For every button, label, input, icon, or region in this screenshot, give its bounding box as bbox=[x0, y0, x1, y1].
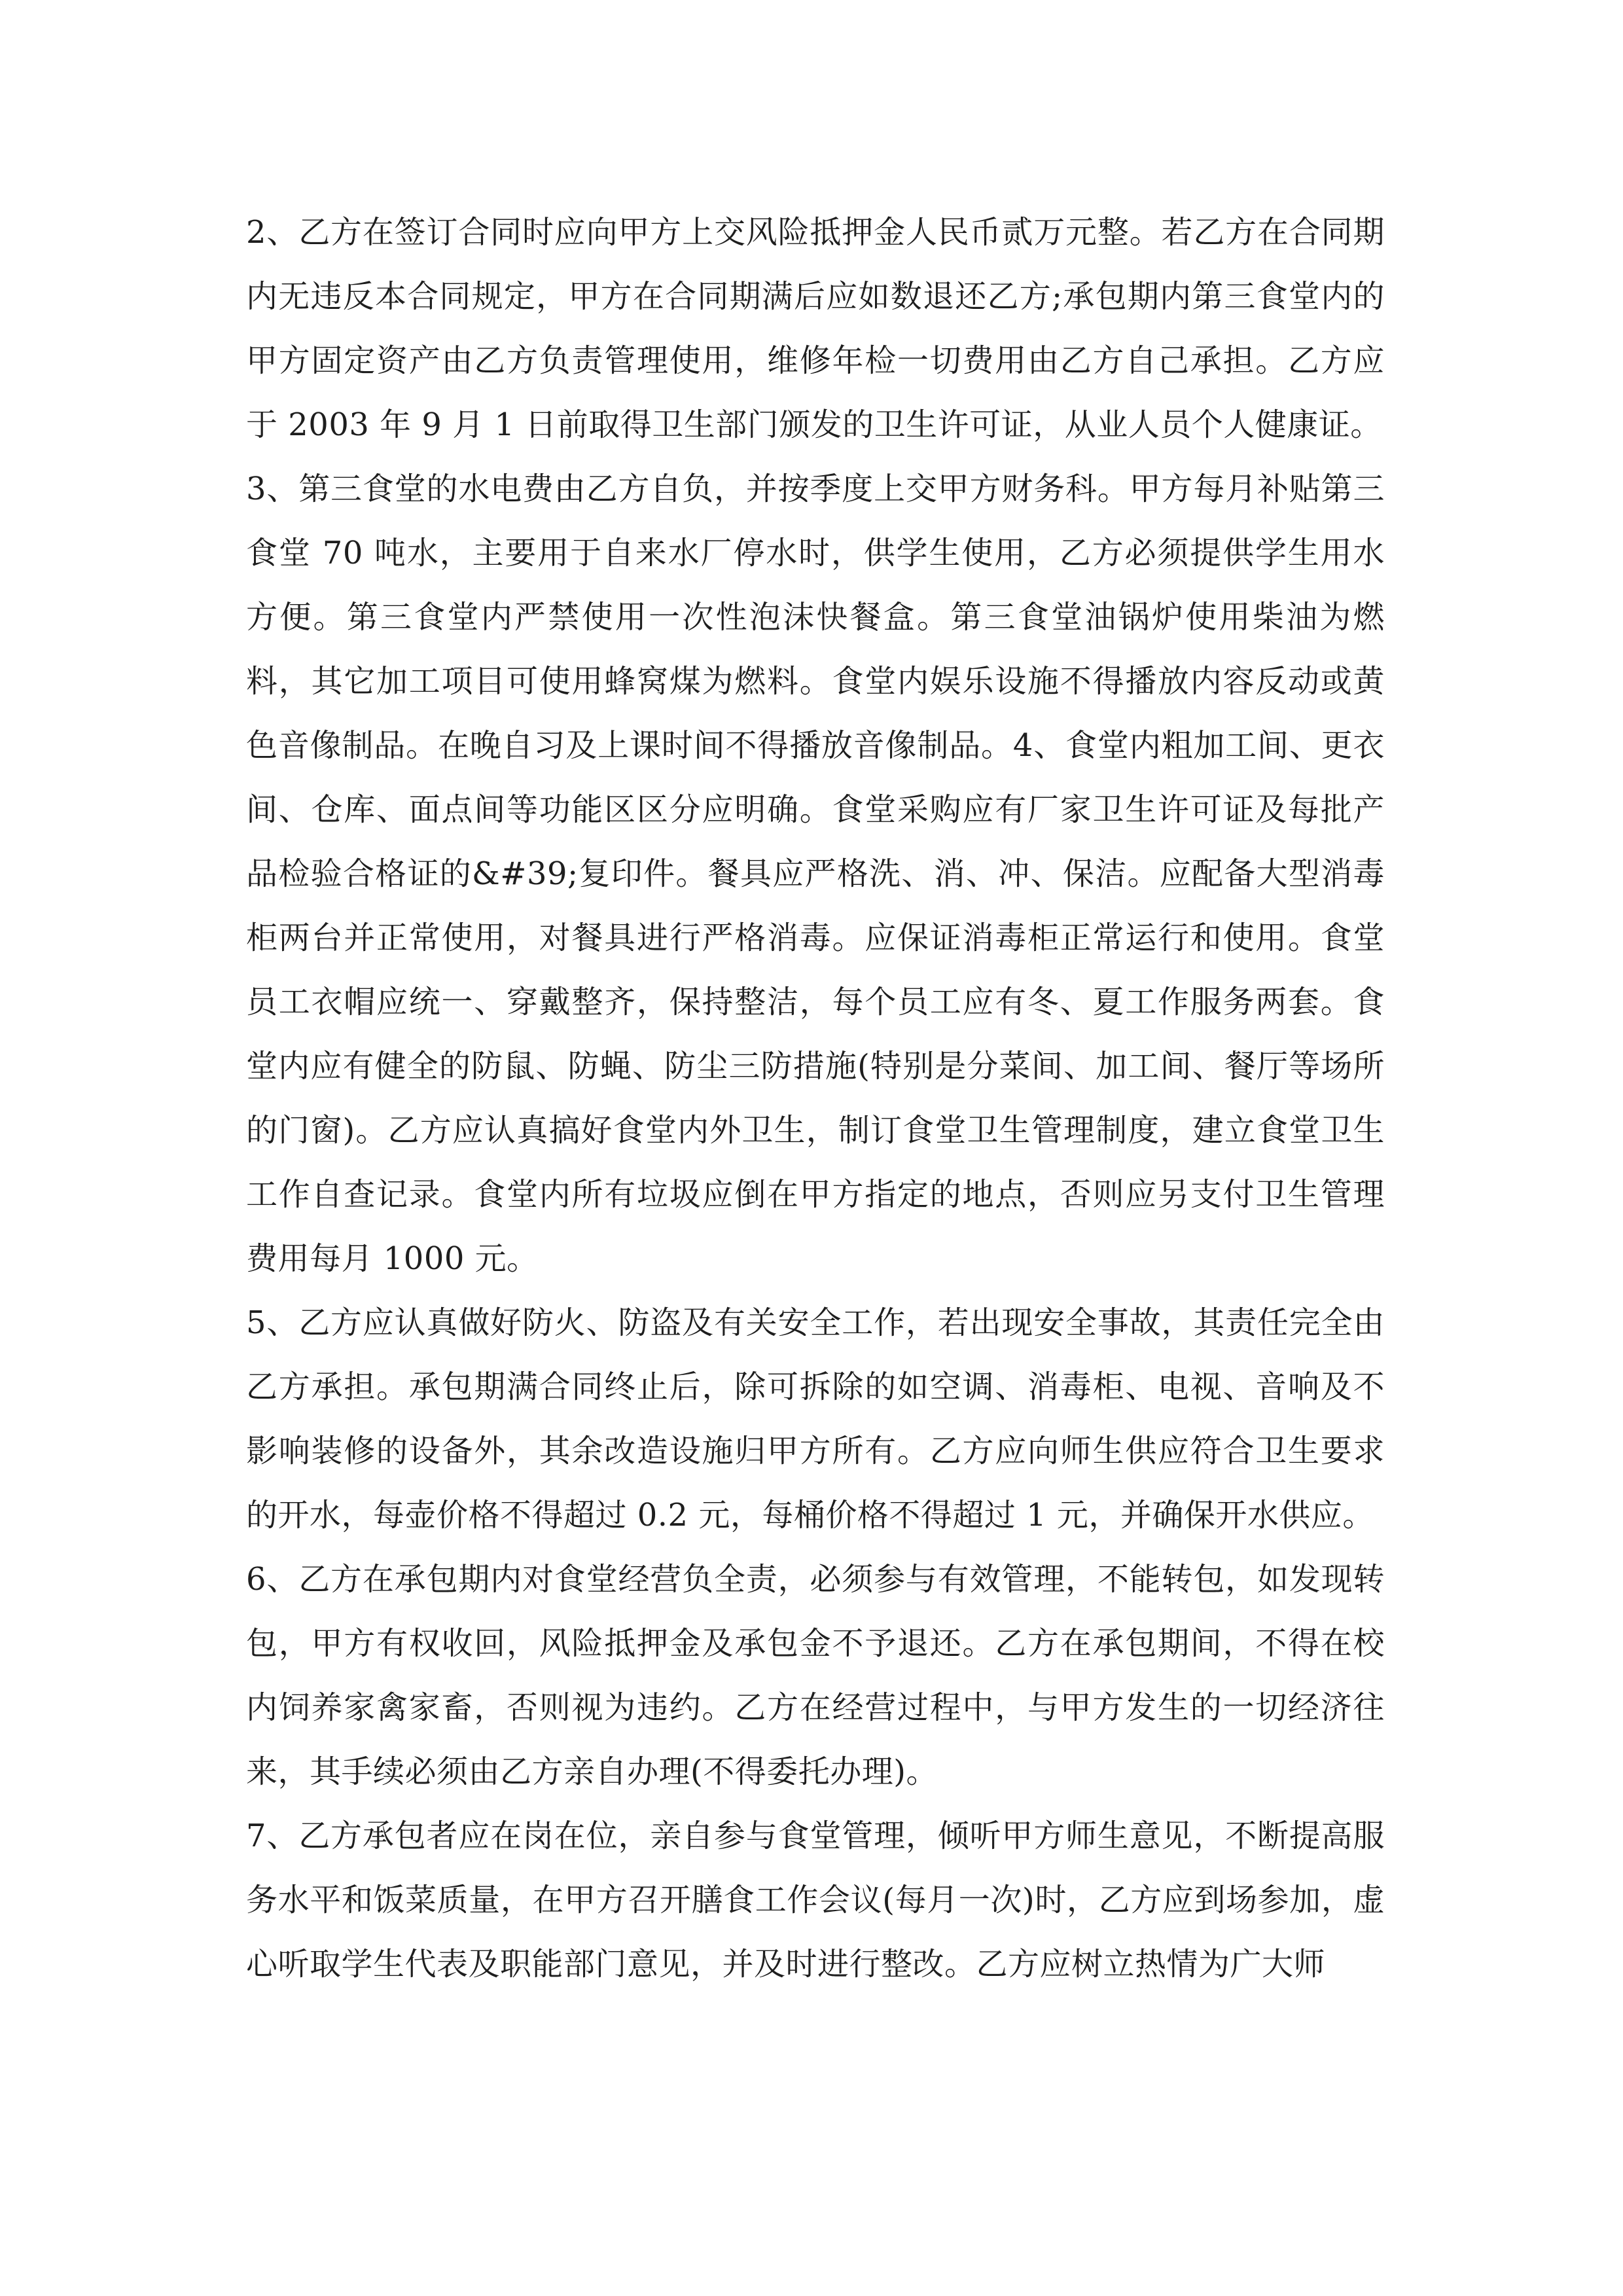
document-body bbox=[246, 200, 1385, 1996]
clause-5-paragraph: 5、乙方应认真做好防火、防盗及有关安全工作，若出现安全事故，其责任完全由乙方承担。承包期满合同终止后，除可拆除的如空调、消毒柜、电视、音响及不影响装修的设备外，其余改造设施归甲方所有。乙方应向师生供应符合卫生要求的开水，每壶价格不得超过 0.2 元，每桶价格不得超过 1 元，并确保开水供应。 bbox=[246, 1304, 1385, 1534]
clause-3-4-paragraph: 3、第三食堂的水电费由乙方自负，并按季度上交甲方财务科。甲方每月补贴第三食堂 70 吨水，主要用于自来水厂停水时，供学生使用，乙方必须提供学生用水方便。第三食堂内严禁使用一次性泡沫快餐盒。第三食堂油锅炉使用柴油为燃料，其它加工项目可使用蜂窝煤为燃料。食堂内娱乐设施不得播放内容反动或黄色音像制品。在晚自习及上课时间不得播放音像制品。4、食堂内粗加工间、更衣间、仓库、面点间等功能区区分应明确。食堂采购应有厂家卫生许可证及每批产品检验合格证的&#39;复印件。餐具应严格洗、消、冲、保洁。应配备大型消毒柜两台并正常使用，对餐具进行严格消毒。应保证消毒柜正常运行和使用。食堂员工衣帽应统一、穿戴整齐，保持整洁，每个员工应有冬、夏工作服务两套。食堂内应有健全的防鼠、防蝇、防尘三防措施(特别是分菜间、加工间、餐厅等场所的门窗)。乙方应认真搞好食堂内外卫生，制订食堂卫生管理制度，建立食堂卫生工作自查记录。食堂内所有垃圾应倒在甲方指定的地点，否则应另支付卫生管理费用每月 1000 元。 bbox=[246, 471, 1385, 1277]
clause-7-paragraph: 7、乙方承包者应在岗在位，亲自参与食堂管理，倾听甲方师生意见，不断提高服务水平和饭菜质量，在甲方召开膳食工作会议(每月一次)时，乙方应到场参加，虚心听取学生代表及职能部门意见，并及时进行整改。乙方应树立热情为广大师 bbox=[246, 1818, 1385, 1982]
clause-2-paragraph: 2、乙方在签订合同时应向甲方上交风险抵押金人民币贰万元整。若乙方在合同期内无违反本合同规定，甲方在合同期满后应如数退还乙方;承包期内第三食堂内的甲方固定资产由乙方负责管理使用，维修年检一切费用由乙方自己承担。乙方应于 2003 年 9 月 1 日前取得卫生部门颁发的卫生许可证，从业人员个人健康证。 bbox=[246, 214, 1385, 443]
clause-6-paragraph: 6、乙方在承包期内对食堂经营负全责，必须参与有效管理，不能转包，如发现转包，甲方有权收回，风险抵押金及承包金不予退还。乙方在承包期间，不得在校内饲养家禽家畜，否则视为违约。乙方在经营过程中，与甲方发生的一切经济往来，其手续必须由乙方亲自办理(不得委托办理)。 bbox=[246, 1561, 1385, 1790]
